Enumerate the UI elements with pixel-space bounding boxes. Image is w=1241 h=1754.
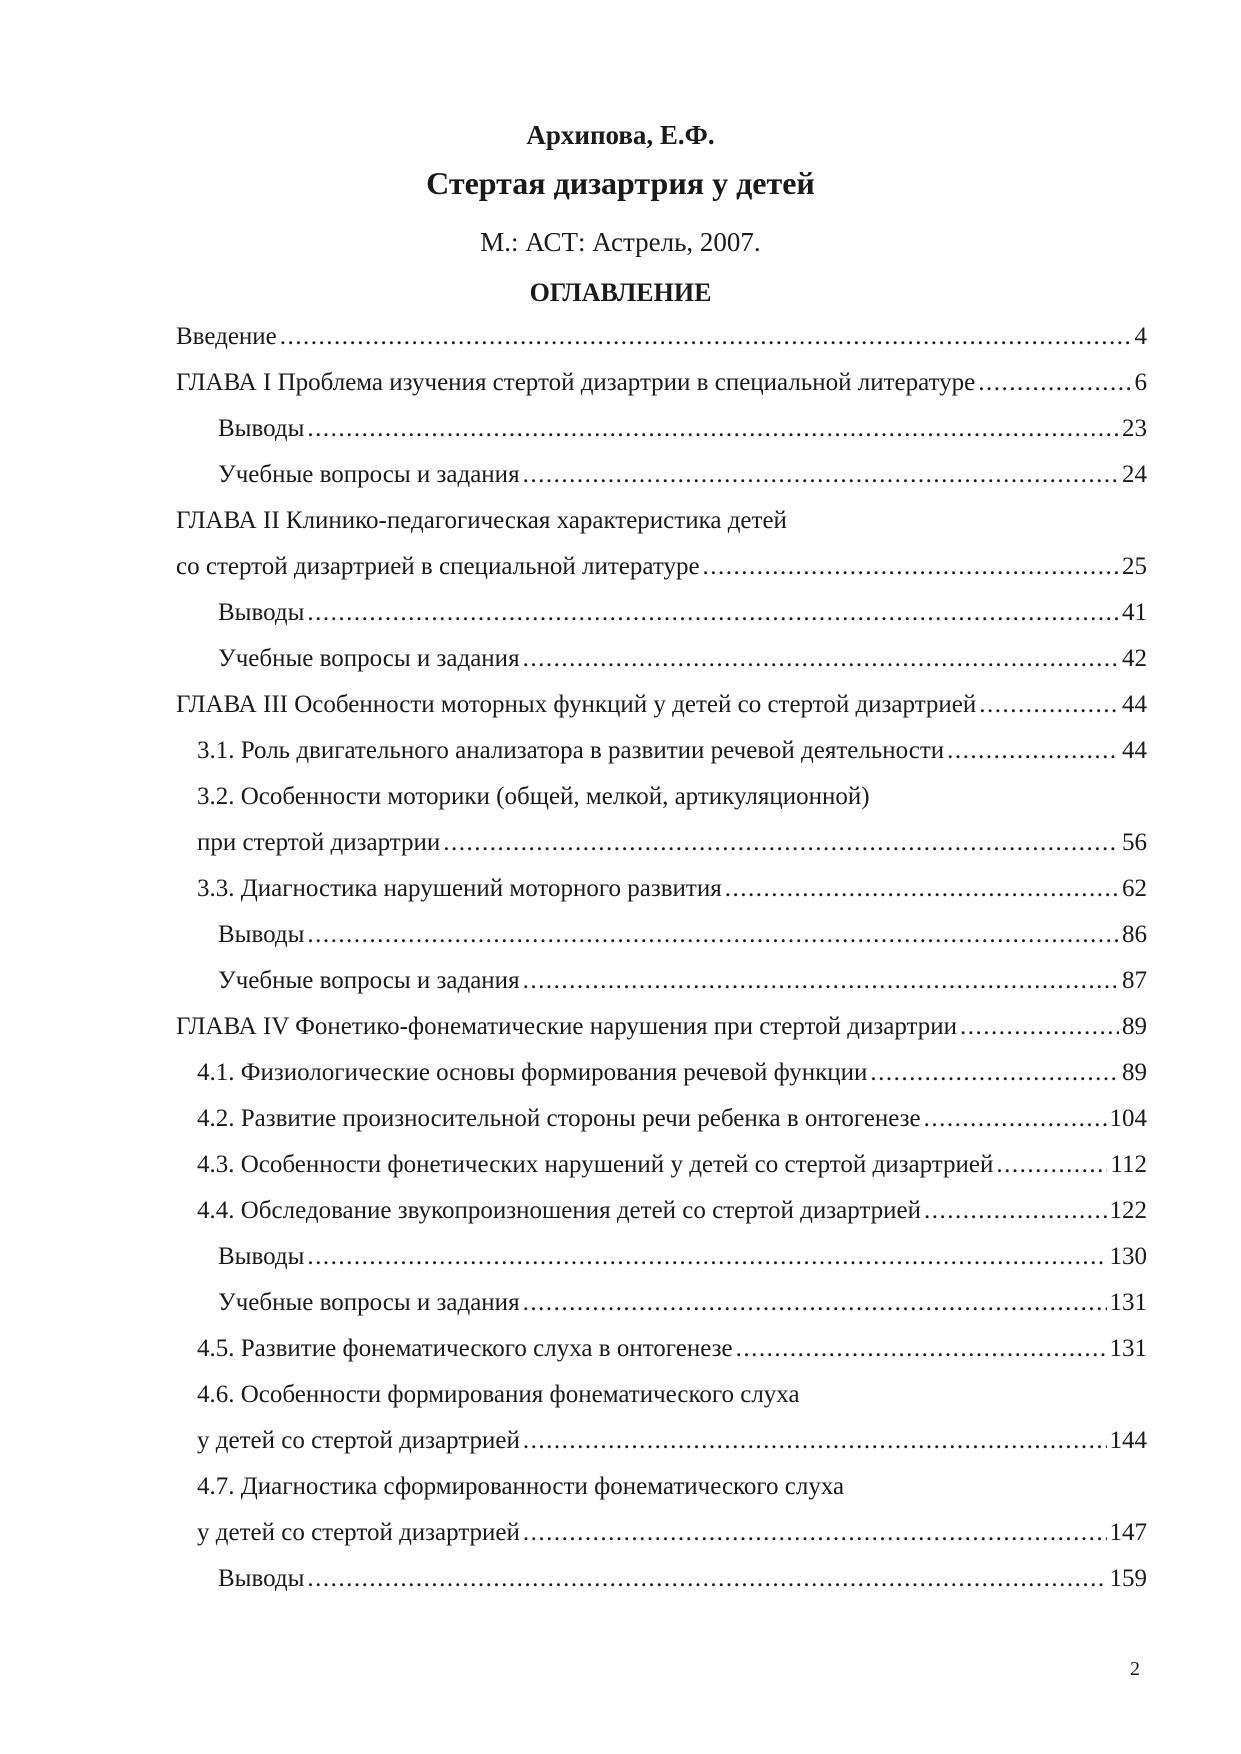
toc-entry-title: Выводы [218,415,305,442]
toc-entry-title: 3.3. Диагностика нарушений моторного развития [197,875,722,902]
toc-entry-title: ГЛАВА I Проблема изучения стертой дизартрии в специальной литературе [176,369,976,396]
toc-entry-page: 4 [1134,323,1147,350]
toc-entry-title: Учебные вопросы и задания [218,461,520,488]
toc-entry-page: 41 [1122,599,1147,626]
toc-heading: ОГЛАВЛЕНИЕ [529,278,712,307]
toc-leader-dots [523,964,1119,998]
toc-entry-page: 42 [1122,645,1147,672]
toc-leader-dots [996,1148,1107,1182]
toc-entry [218,1240,1147,1274]
toc-entry [197,734,1147,768]
toc-entry [218,1562,1147,1596]
toc-entry-page: 144 [1109,1427,1147,1454]
toc-entry [176,504,787,538]
toc-entry [218,458,1147,492]
toc-entry [176,688,1147,722]
toc-leader-dots [280,320,1132,354]
toc-entry-page: 87 [1122,967,1147,994]
toc-leader-dots [307,412,1119,446]
toc-leader-dots [960,1010,1119,1044]
toc-entry-page: 89 [1122,1059,1147,1086]
toc-entry [218,412,1147,446]
toc-entry-title: 4.2. Развитие произносительной стороны речи ребенка в онтогенезе [197,1105,921,1132]
toc-entry [176,366,1147,400]
toc-entry-title: Введение [176,323,277,350]
toc-entry [176,550,1147,584]
toc-entry-page: 44 [1122,691,1147,718]
toc-leader-dots [870,1056,1119,1090]
toc-entry-title: Учебные вопросы и задания [218,645,520,672]
toc-entry-page: 104 [1109,1105,1147,1132]
toc-entry [218,1286,1147,1320]
toc-entry [197,1378,800,1412]
toc-entry-title: Учебные вопросы и задания [218,967,520,994]
toc-entry-page: 62 [1122,875,1147,902]
toc-entry-page: 24 [1122,461,1147,488]
toc-entry-page: 6 [1134,369,1147,396]
toc-leader-dots [523,458,1119,492]
toc-entry [197,1148,1147,1182]
toc-entry-page: 56 [1122,829,1147,856]
toc-entry-page: 44 [1122,737,1147,764]
toc-entry [197,1516,1147,1550]
toc-entry-title: ГЛАВА IV Фонетико-фонематические нарушения при стертой дизартрии [176,1013,957,1040]
toc-entry-title: ГЛАВА III Особенности моторных функций у детей со стертой дизартрией [176,691,977,718]
toc-leader-dots [307,1562,1106,1596]
toc-leader-dots [523,1286,1107,1320]
toc-entry-page: 147 [1109,1519,1147,1546]
publisher-info: М.: АСТ: Астрель, 2007. [480,227,761,257]
toc-entry-title: 4.6. Особенности формирования фонематического слуха [197,1381,800,1408]
toc-entry-page: 131 [1109,1335,1147,1362]
toc-entry-page: 159 [1109,1565,1147,1592]
toc-entry-title: ГЛАВА II Клинико-педагогическая характеристика детей [176,507,787,534]
toc-entry-title: 4.1. Физиологические основы формирования речевой функции [197,1059,868,1086]
toc-entry-title: Выводы [218,921,305,948]
toc-entry-title: Выводы [218,599,305,626]
toc-leader-dots [725,872,1119,906]
toc-entry-page: 23 [1122,415,1147,442]
toc-entry [197,1194,1147,1228]
toc-entry [197,826,1147,860]
toc-entry [197,1102,1147,1136]
page-number: 2 [1130,1658,1140,1680]
toc-leader-dots [443,826,1119,860]
toc-entry [176,1010,1147,1044]
toc-leader-dots [523,642,1119,676]
toc-entry [197,1332,1147,1366]
toc-leader-dots [523,1516,1107,1550]
toc-entry-title: 3.2. Особенности моторики (общей, мелкой, артикуляционной) [197,783,870,810]
toc-entry-title: у детей со стертой дизартрией [197,1427,520,1454]
toc-entry-title: 3.1. Роль двигательного анализатора в развитии речевой деятельности [197,737,945,764]
toc-leader-dots [947,734,1119,768]
toc-entry-title: Учебные вопросы и задания [218,1289,520,1316]
toc-entry-title: при стертой дизартрии [197,829,441,856]
toc-entry-title: у детей со стертой дизартрией [197,1519,520,1546]
toc-entry-title: 4.5. Развитие фонематического слуха в онтогенезе [197,1335,733,1362]
toc-entry [197,1424,1147,1458]
toc-entry [218,964,1147,998]
toc-entry-title: Выводы [218,1243,305,1270]
toc-entry-page: 112 [1110,1151,1147,1178]
toc-entry-title: 4.7. Диагностика сформированности фонематического слуха [197,1473,845,1500]
toc-entry [197,872,1147,906]
toc-leader-dots [307,596,1119,630]
toc-leader-dots [924,1194,1107,1228]
toc-entry-title: 4.3. Особенности фонетических нарушений у детей со стертой дизартрией [197,1151,994,1178]
toc-entry-page: 130 [1109,1243,1147,1270]
toc-leader-dots [978,366,1131,400]
toc-entry [176,320,1147,354]
toc-leader-dots [703,550,1119,584]
toc-leader-dots [523,1424,1107,1458]
toc-leader-dots [307,1240,1106,1274]
toc-entry-page: 25 [1122,553,1147,580]
toc-entry [218,918,1147,952]
toc-entry [197,1470,844,1504]
toc-entry-title: Выводы [218,1565,305,1592]
toc-entry-page: 131 [1109,1289,1147,1316]
toc-entry-page: 89 [1122,1013,1147,1040]
toc-entry-page: 122 [1109,1197,1147,1224]
toc-entry-title: 4.4. Обследование звукопроизношения детей со стертой дизартрией [197,1197,921,1224]
toc-leader-dots [307,918,1119,952]
toc-leader-dots [979,688,1119,722]
toc-leader-dots [924,1102,1107,1136]
toc-entry [218,642,1147,676]
toc-entry-title: со стертой дизартрией в специальной литературе [176,553,700,580]
toc-entry-page: 86 [1122,921,1147,948]
book-title: Стертая дизартрия у детей [426,165,815,201]
toc-entry [197,780,870,814]
author-name: Архипова, Е.Ф. [526,120,715,150]
toc-entry [218,596,1147,630]
toc-leader-dots [736,1332,1107,1366]
toc-entry [197,1056,1147,1090]
